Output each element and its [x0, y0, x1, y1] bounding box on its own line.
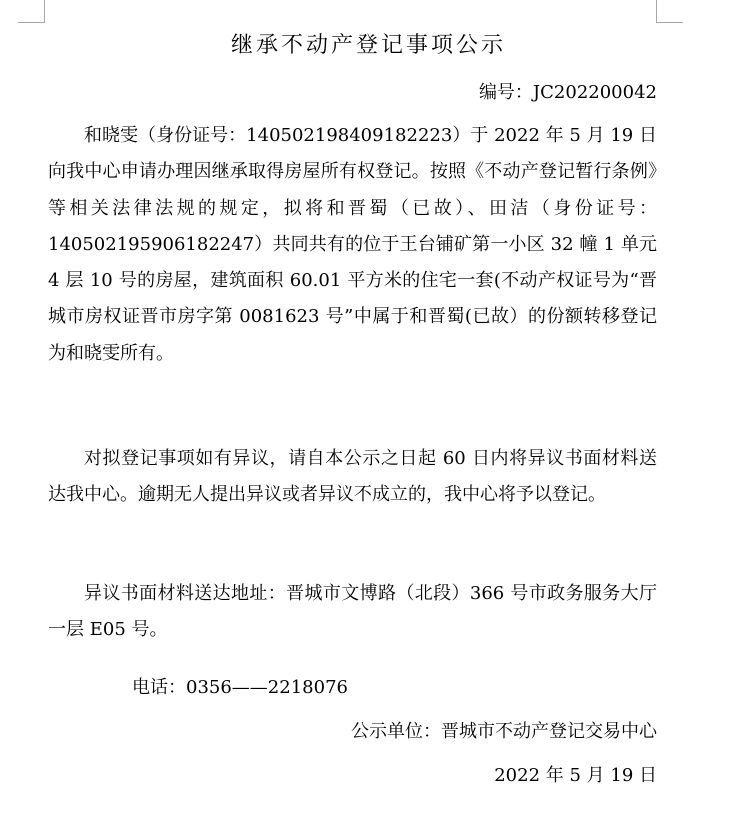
contact-phone: 电话：0356——2218076	[132, 677, 348, 698]
page-title: 继承不动产登记事项公示	[230, 33, 506, 58]
body-paragraph-objection-address: 异议书面材料送达地址：晋城市文博路（北段）366 号市政务服务大厅一层 E05 号。	[48, 583, 657, 641]
body-paragraph-objection-notice: 对拟登记事项如有异议，请自本公示之日起 60 日内将异议书面材料送达我中心。逾期无人提出异议或者异议不成立的，我中心将予以登记。	[48, 448, 657, 506]
page-corner-mark-top-right	[656, 0, 683, 23]
body-paragraph-application: 和晓雯（身份证号：140502198409182223）于 2022 年 5 月 19 日向我中心申请办理因继承取得房屋所有权登记。按照《不动产登记暂行条例》等相关法律法规的规定，拟将和晋蜀（已故）、田洁（身份证号：140502195906182247）共同共有的位于王台铺矿第一小区 32 幢 1 单元 4 层 10 号的房屋，建筑面积 60.01 平方米的住宅一套(不动产权证号为“晋城市房权证晋市房字第 0081623 号”中属于和晋蜀(已故）的份额转移登记为和晓雯所有。	[48, 125, 657, 364]
issuing-unit: 公示单位：晋城市不动产登记交易中心	[351, 721, 657, 742]
page-corner-mark-top-left	[18, 0, 45, 23]
document-number: 编号：JC202200042	[478, 82, 657, 103]
issue-date: 2022 年 5 月 19 日	[494, 765, 657, 786]
